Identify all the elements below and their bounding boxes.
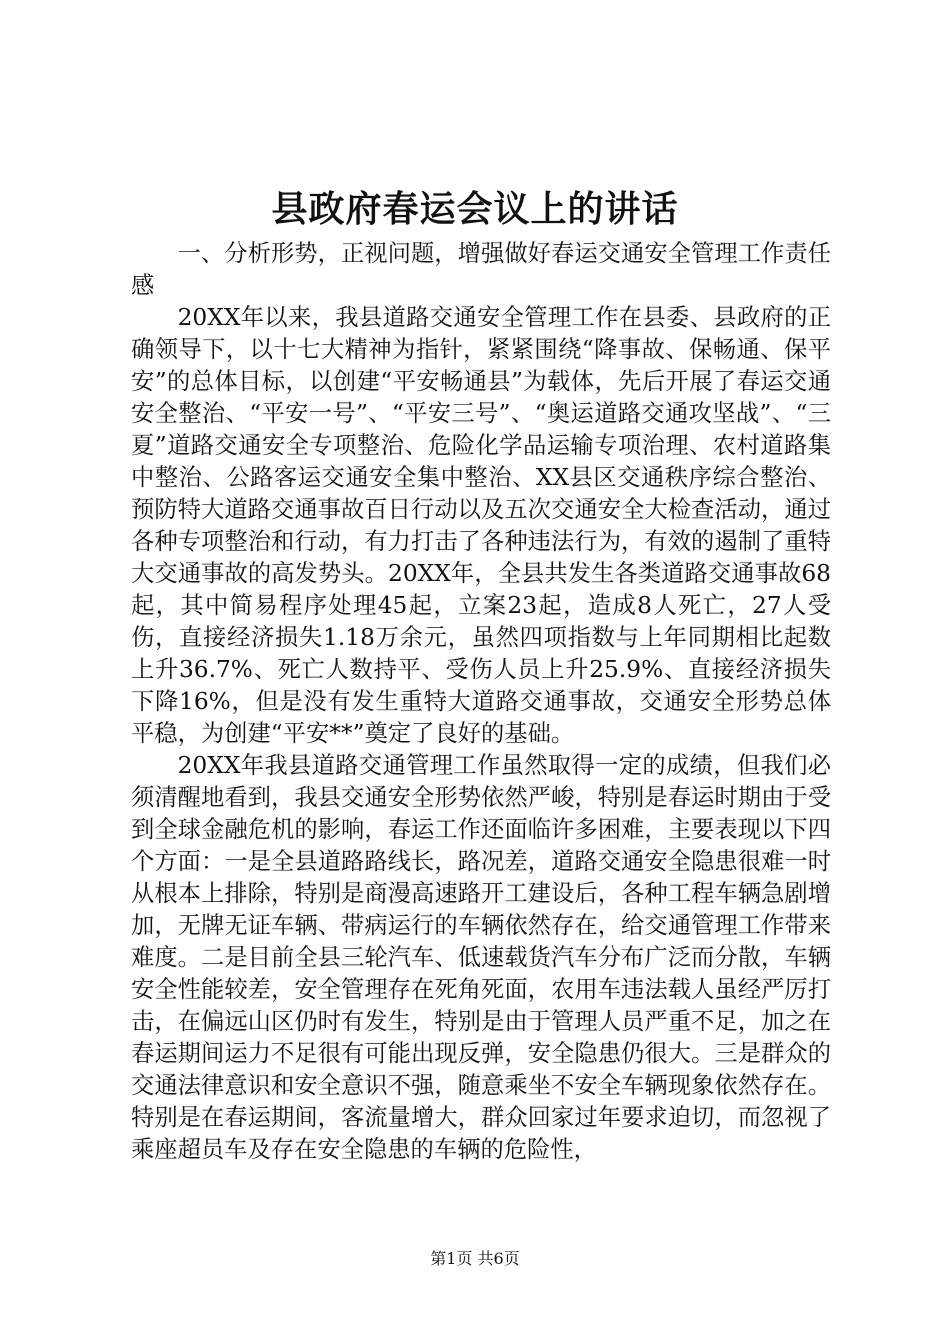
section-heading: 一、分析形势，正视问题，增强做好春运交通安全管理工作责任感 — [131, 240, 831, 299]
document-title: 县政府春运会议上的讲话 — [271, 188, 679, 230]
body-paragraph: 20XX年以来，我县道路交通安全管理工作在县委、县政府的正确领导下，以十七大精神为指针，紧紧围绕“降事故、保畅通、保平安”的总体目标，以创建“平安畅通县”为载体，先后开展了春运交通安全整治、“平安一号”、“平安三号”、“奥运道路交通攻坚战”、“三夏”道路交通安全专项整治、危险化学品运输专项治理、农村道路集中整治、公路客运交通安全集中整治、XX县区交通秩序综合整治、预防特大道路交通事故百日行动以及五次交通安全大检查活动，通过各种专项整治和行动，有力打击了各种违法行为，有效的遏制了重特大交通事故的高发势头。20XX年，全县共发生各类道路交通事故68起，其中简易程序处理45起，立案23起，造成8人死亡，27人受伤，直接经济损失1.18万余元，虽然四项指数与上年同期相比起数上升36.7%、死亡人数持平、受伤人员上升25.9%、直接经济损失下降16%，但是没有发生重特大道路交通事故，交通安全形势总体平稳，为创建“平安**”奠定了良好的基础。 — [131, 304, 831, 747]
body-paragraph: 20XX年我县道路交通管理工作虽然取得一定的成绩，但我们必须清醒地看到，我县交通安全形势依然严峻，特别是春运时期由于受到全球金融危机的影响，春运工作还面临许多困难，主要表现以下四个方面：一是全县道路路线长，路况差，道路交通安全隐患很难一时从根本上排除，特别是商漫高速路开工建设后，各种工程车辆急剧增加，无牌无证车辆、带病运行的车辆依然存在，给交通管理工作带来难度。二是目前全县三轮汽车、低速载货汽车分布广泛而分散，车辆安全性能较差，安全管理存在死角死面，农用车违法载人虽经严厉打击，在偏远山区仍时有发生，特别是由于管理人员严重不足，加之在春运期间运力不足很有可能出现反弹，安全隐患仍很大。三是群众的交通法律意识和安全意识不强，随意乘坐不安全车辆现象依然存在。特别是在春运期间，客流量增大，群众回家过年要求迫切，而忽视了乘座超员车及存在安全隐患的车辆的危险性， — [131, 752, 831, 1163]
page-footer: 第1页 共6页 — [430, 1249, 520, 1268]
document-body — [131, 238, 831, 1166]
